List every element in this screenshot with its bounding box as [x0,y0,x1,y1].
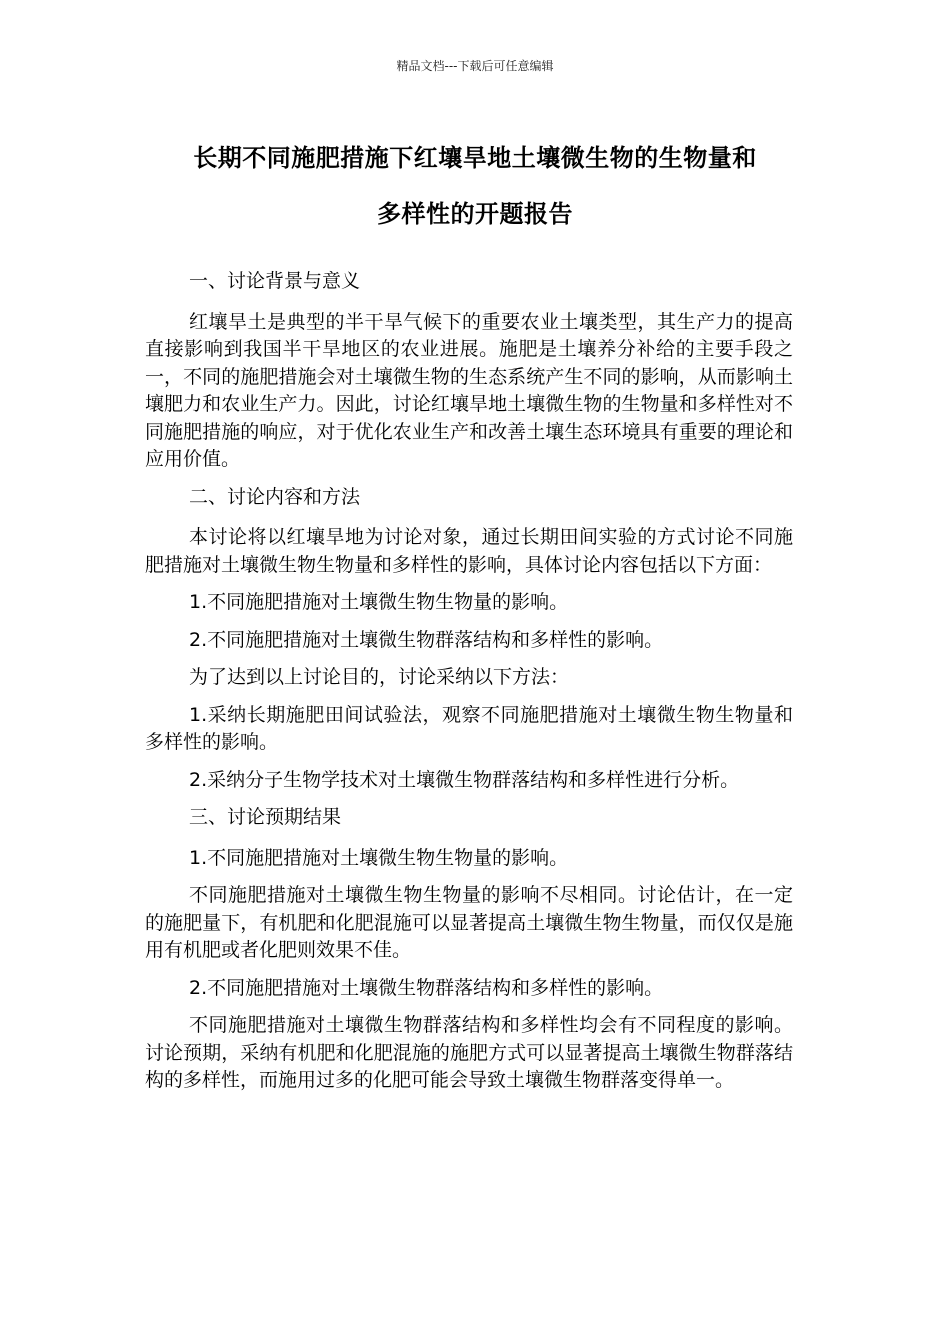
section-heading-content-methods: 二、讨论内容和方法 [189,485,361,508]
list-item-content-1: 1.不同施肥措施对土壤微生物生物量的影响。 [189,591,569,613]
result-heading-1: 1.不同施肥措施对土壤微生物生物量的影响。 [189,846,569,869]
result-paragraph-1: 不同施肥措施对土壤微生物生物量的影响不尽相同。讨论估计，在一定的施肥量下，有机肥和化肥混施可以显著提高土壤微生物生物量，而仅仅是施用有机肥或者化肥则效果不佳。 [145,884,793,961]
section-heading-background: 一、讨论背景与意义 [189,270,361,292]
list-item-method-1: 1.采纳长期施肥田间试验法，观察不同施肥措施对土壤微生物生物量和多样性的影响。 [145,703,793,753]
section-heading-expected-results: 三、讨论预期结果 [189,806,342,828]
result-heading-2: 2.不同施肥措施对土壤微生物群落结构和多样性的影响。 [189,976,664,999]
result-paragraph-2: 不同施肥措施对土壤微生物群落结构和多样性均会有不同程度的影响。讨论预期，采纳有机肥和化肥混施的施肥方式可以显著提高土壤微生物群落结构的多样性，而施用过多的化肥可能会导致土壤微生物群落变得单一。 [145,1014,793,1091]
paragraph-content-intro: 本讨论将以红壤旱地为讨论对象，通过长期田间实验的方式讨论不同施肥措施对土壤微生物生物量和多样性的影响，具体讨论内容包括以下方面： [145,526,793,576]
list-item-method-2: 2.采纳分子生物学技术对土壤微生物群落结构和多样性进行分析。 [189,768,740,791]
paragraph-background: 红壤旱土是典型的半干旱气候下的重要农业土壤类型，其生产力的提高直接影响到我国半干旱地区的农业进展。施肥是土壤养分补给的主要手段之一，不同的施肥措施会对土壤微生物的生态系统产生不同的影响，从而影响土壤肥力和农业生产力。因此，讨论红壤旱地土壤微生物的生物量和多样性对不同施肥措施的响应，对于优化农业生产和改善土壤生态环境具有重要的理论和应用价值。 [145,310,793,470]
title-line-2: 多样性的开题报告 [377,200,573,228]
document-title [120,130,830,242]
list-item-content-2: 2.不同施肥措施对土壤微生物群落结构和多样性的影响。 [189,628,664,651]
document-body [145,268,793,1105]
paragraph-methods-intro: 为了达到以上讨论目的，讨论采纳以下方法： [189,666,570,688]
title-line-1: 长期不同施肥措施下红壤旱地土壤微生物的生物量和 [193,144,757,172]
header-note: 精品文档---下载后可任意编辑 [396,59,554,73]
